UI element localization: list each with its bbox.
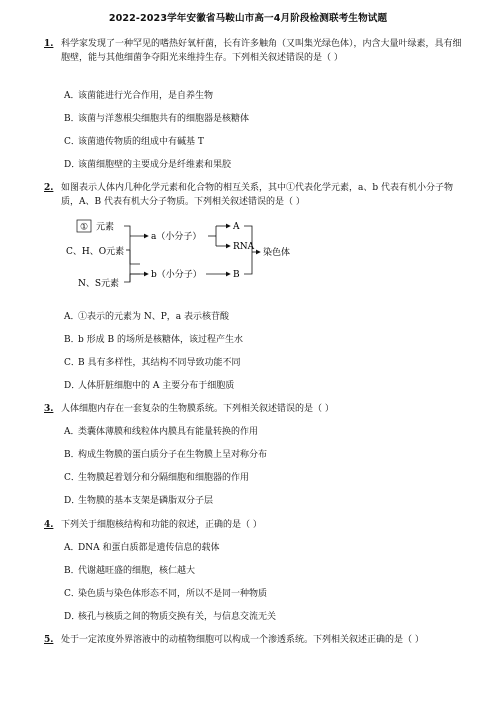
option-1a [64,90,213,102]
option-2a [64,311,229,323]
bracket-to-b [124,274,140,282]
element-1-suffix: 元素 [96,222,115,233]
element-1-label: ① [79,222,89,233]
option-label: D． [64,496,81,506]
option-text: 染色质与染色体形态不同，所以不是同一种物质 [78,589,268,599]
question-number: 2. [44,183,54,193]
option-text: ①表示的元素为 N、P，a 表示核苷酸 [78,312,230,322]
bracket-to-a [124,226,140,264]
option-label: B． [64,450,80,460]
option-2c [64,357,240,369]
option-text: B 具有多样性，其结构不同导致功能不同 [78,358,241,368]
B-label: B [233,270,240,280]
option-label: C． [64,589,80,599]
option-label: B． [64,114,80,124]
option-label: C． [64,358,80,368]
question-stem: 科学家发现了一种罕见的嗜热好氧杆菌，长有许多触角（又叫集光绿色体），内含大量叶绿素，具有细胞壁，能与其他细菌争夺阳光来维持生存。下列相关叙述错误的是（ ） [61,39,462,63]
question-3 [44,402,464,416]
option-1d [64,159,231,171]
option-text: 核孔与核质之间的物质交换有关，与信息交流无关 [78,612,277,622]
question-5 [44,633,464,647]
option-label: A． [64,312,80,322]
question-1 [44,37,464,65]
option-label: B． [64,335,80,345]
A-label: A [233,222,240,232]
page-title: 2022-2023学年安徽省马鞍山市高一4月阶段检测联考生物试题 [108,13,388,24]
option-label: D． [64,612,81,622]
option-text: 生物膜起着划分和分隔细胞和细胞器的作用 [78,473,250,483]
option-text: 人体肝脏细胞中的 A 主要分布于细胞质 [78,381,235,391]
option-text: 该菌能进行光合作用，是自养生物 [78,91,214,101]
chromosome-label: 染色体 [263,248,291,258]
question-number: 4. [44,520,54,530]
question-number: 5. [44,635,54,645]
option-text: 类囊体薄膜和线粒体内膜具有能量转换的作用 [78,427,259,437]
option-3d [64,495,213,507]
option-text: DNA 和蛋白质都是遗传信息的载体 [78,543,220,553]
question-number: 1. [44,39,54,49]
RNA-label: RNA [233,242,255,252]
option-label: D． [64,381,81,391]
option-label: A． [64,543,80,553]
option-label: D． [64,160,81,170]
option-text: b 形成 B 的场所是核糖体，该过程产生水 [78,335,243,345]
option-label: A． [64,427,80,437]
option-text: 该菌遗传物质的组成中有碱基 T [78,137,204,147]
option-1c [64,136,204,148]
question-stem: 下列关于细胞核结构和功能的叙述，正确的是（ ） [61,520,262,530]
option-4d [64,611,276,623]
option-text: 构成生物膜的蛋白质分子在生物膜上呈对称分布 [78,450,268,460]
option-label: C． [64,473,80,483]
option-4c [64,588,267,600]
ns-label: N、S元素 [78,279,120,289]
question-stem: 人体细胞内存在一套复杂的生物膜系统。下列相关叙述错误的是（ ） [61,404,334,414]
option-text: 代谢越旺盛的细胞，核仁越大 [78,566,196,576]
question-2 [44,181,464,209]
option-3c [64,472,249,484]
option-2b [64,334,243,346]
option-text: 生物膜的基本支架是磷脂双分子层 [78,496,214,506]
option-3b [64,449,267,461]
question-stem: 如图表示人体内几种化学元素和化合物的相互关系，其中①代表化学元素，a、b 代表有机小分子物质，A、B 代表有机大分子物质。下列相关叙述错误的是（ ） [61,183,453,207]
option-label: B． [64,566,80,576]
option-3a [64,426,258,438]
option-4b [64,565,195,577]
option-text: 该菌与洋葱根尖细胞共有的细胞器是核糖体 [78,114,250,124]
b-label: b（小分子） [151,270,202,280]
option-text: 该菌细胞壁的主要成分是纤维素和果胶 [78,160,232,170]
option-2d [64,380,234,392]
option-1b [64,113,249,125]
question-number: 3. [44,404,54,414]
element-compound-diagram [60,216,320,292]
question-4 [44,518,464,532]
option-label: A． [64,91,80,101]
chon-label: C、H、O元素 [66,247,125,257]
a-label: a（小分子） [151,232,202,242]
question-stem: 处于一定浓度外界溶液中的动植物细胞可以构成一个渗透系统。下列相关叙述正确的是（ ） [61,635,424,645]
option-4a [64,542,219,554]
option-label: C． [64,137,80,147]
